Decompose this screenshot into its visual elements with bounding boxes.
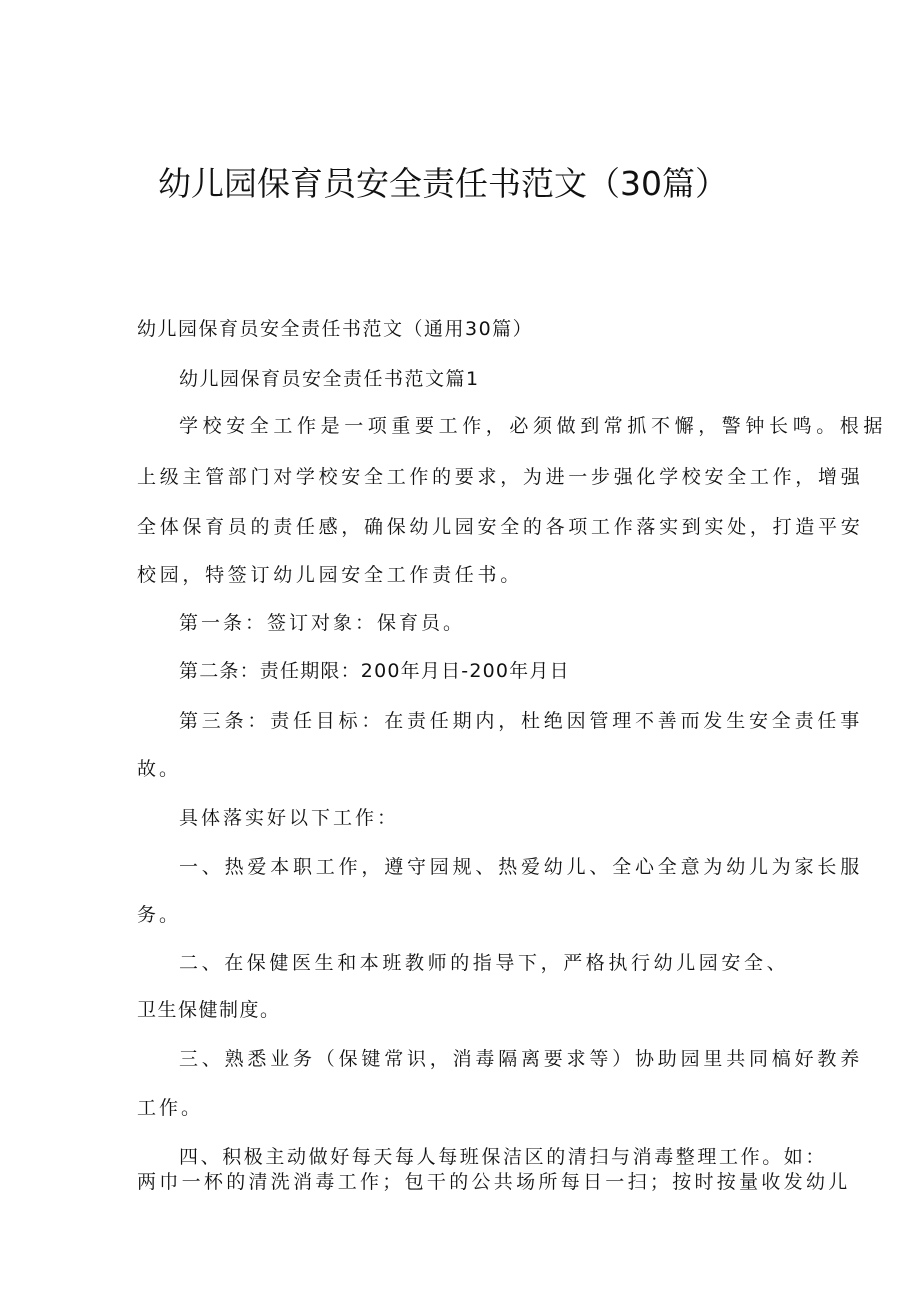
body-line: 两巾一杯的清洗消毒工作；包干的公共场所每日一扫；按时按量收发幼儿 (137, 1171, 851, 1193)
body-line: 上级主管部门对学校安全工作的要求，为进一步强化学校安全工作，增强 (137, 466, 864, 488)
list-item-line: 四、积极主动做好每天每人每班保洁区的清扫与消毒整理工作。如： (179, 1146, 828, 1168)
article-line: 第一条：签订对象：保育员。 (179, 612, 466, 634)
body-line: 学校安全工作是一项重要工作，必须做到常抓不懈，警钟长鸣。根据 (179, 415, 888, 437)
body-line: 具体落实好以下工作： (179, 807, 400, 829)
list-item-line: 三、熟悉业务（保键常识，消毒隔离要求等）协助园里共同槁好教养 (179, 1048, 864, 1070)
body-line: 工作。 (137, 1097, 204, 1119)
article-line: 第三条：责任目标：在责任期内，杜绝因管理不善而发生安全责任事 (179, 710, 864, 732)
body-line: 务。 (137, 904, 182, 926)
subtitle-line: 幼儿园保育员安全责任书范文（通用30篇） (137, 318, 534, 340)
document-title: 幼儿园保育员安全责任书范文（30篇） (158, 164, 728, 203)
body-line: 校园，特签订幼儿园安全工作责任书。 (137, 564, 523, 586)
list-item-line: 二、在保健医生和本班教师的指导下，严格执行幼儿园安全、 (179, 952, 790, 974)
article-line: 第二条：责任期限：200年月日-200年月日 (179, 660, 570, 682)
body-line: 卫生保健制度。 (137, 999, 281, 1021)
section-heading: 幼儿园保育员安全责任书范文篇1 (179, 368, 480, 390)
list-item-line: 一、热爱本职工作，遵守园规、热爱幼儿、全心全意为幼儿为家长服 (179, 856, 864, 878)
body-line: 故。 (137, 758, 182, 780)
body-line: 全体保育员的责任感，确保幼儿园安全的各项工作落实到实处，打造平安 (137, 516, 864, 538)
